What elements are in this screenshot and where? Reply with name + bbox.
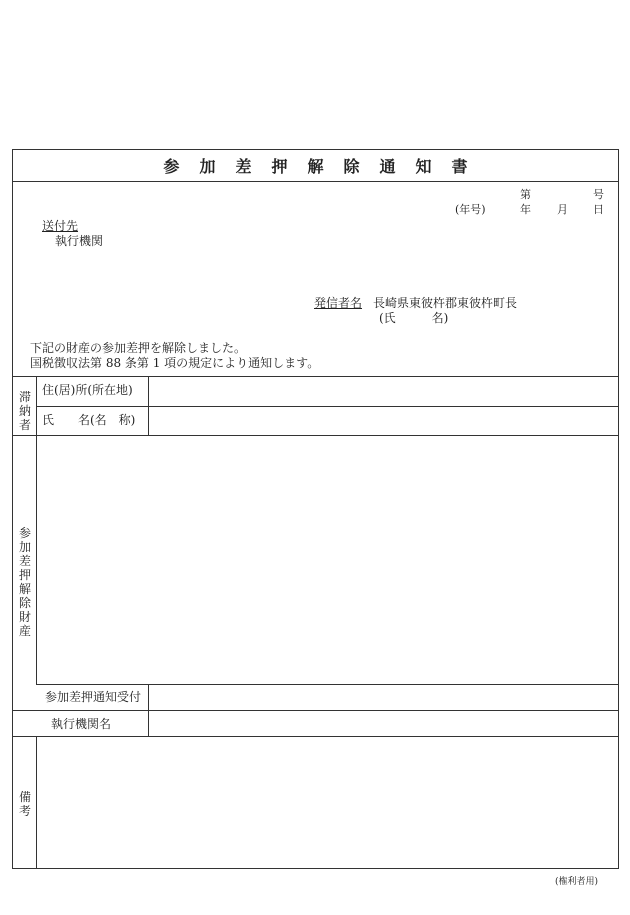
- remarks-area[interactable]: [38, 738, 616, 866]
- month-label: 月: [557, 203, 568, 216]
- form-title: [13, 150, 618, 181]
- title-char: 差: [235, 157, 252, 176]
- name-label: 氏 名(名 称): [42, 413, 136, 427]
- number-prefix: 第: [520, 188, 531, 201]
- divider: [13, 736, 618, 737]
- address-label: 住(居)所(所在地): [42, 383, 133, 397]
- divider: [13, 181, 618, 182]
- divider: [13, 435, 618, 436]
- notice-text-line2: 国税徴収法第 88 条第 1 項の規定により通知します。: [30, 356, 320, 370]
- title-char: 解: [307, 157, 324, 176]
- sender-name: 長崎県東彼杵郡東彼杵町長: [373, 296, 518, 310]
- title-char: 加: [199, 157, 216, 176]
- divider: [13, 376, 618, 377]
- left-column-divider: [36, 736, 37, 868]
- number-suffix: 号: [593, 188, 604, 201]
- receipt-label: 参加差押通知受付: [45, 690, 142, 704]
- agency-field[interactable]: [158, 717, 613, 733]
- footer-note: (権利者用): [555, 877, 599, 887]
- divider: [13, 710, 618, 711]
- property-details-area[interactable]: [38, 437, 616, 683]
- title-char: 通: [379, 157, 396, 176]
- address-field[interactable]: [158, 383, 613, 399]
- property-section-label: 参 加 差 押 解 除 財 産: [18, 526, 31, 638]
- year-label: 年: [520, 203, 531, 216]
- divider: [36, 684, 618, 685]
- sender-seal-placeholder: (氏 名): [379, 311, 449, 325]
- name-field[interactable]: [158, 413, 613, 429]
- era-label: (年号): [455, 203, 486, 216]
- notice-text-line1: 下記の財産の参加差押を解除しました。: [30, 341, 247, 355]
- divider: [36, 406, 618, 407]
- notice-form: [12, 149, 619, 869]
- title-char: 押: [271, 157, 288, 176]
- remarks-section-label: 備 考: [18, 790, 31, 818]
- title-char: 書: [451, 157, 468, 176]
- receipt-field[interactable]: [158, 690, 613, 706]
- agency-label: 執行機関名: [51, 717, 112, 731]
- title-char: 参: [163, 157, 180, 176]
- title-char: 除: [343, 157, 360, 176]
- recipient-name: 執行機関: [55, 234, 104, 248]
- left-column-divider: [36, 376, 37, 684]
- title-char: 知: [415, 157, 432, 176]
- sender-label: 発信者名: [314, 296, 363, 310]
- recipient-label: 送付先: [42, 219, 79, 233]
- day-label: 日: [593, 203, 604, 216]
- delinquent-section-label: 滞 納 者: [18, 390, 31, 432]
